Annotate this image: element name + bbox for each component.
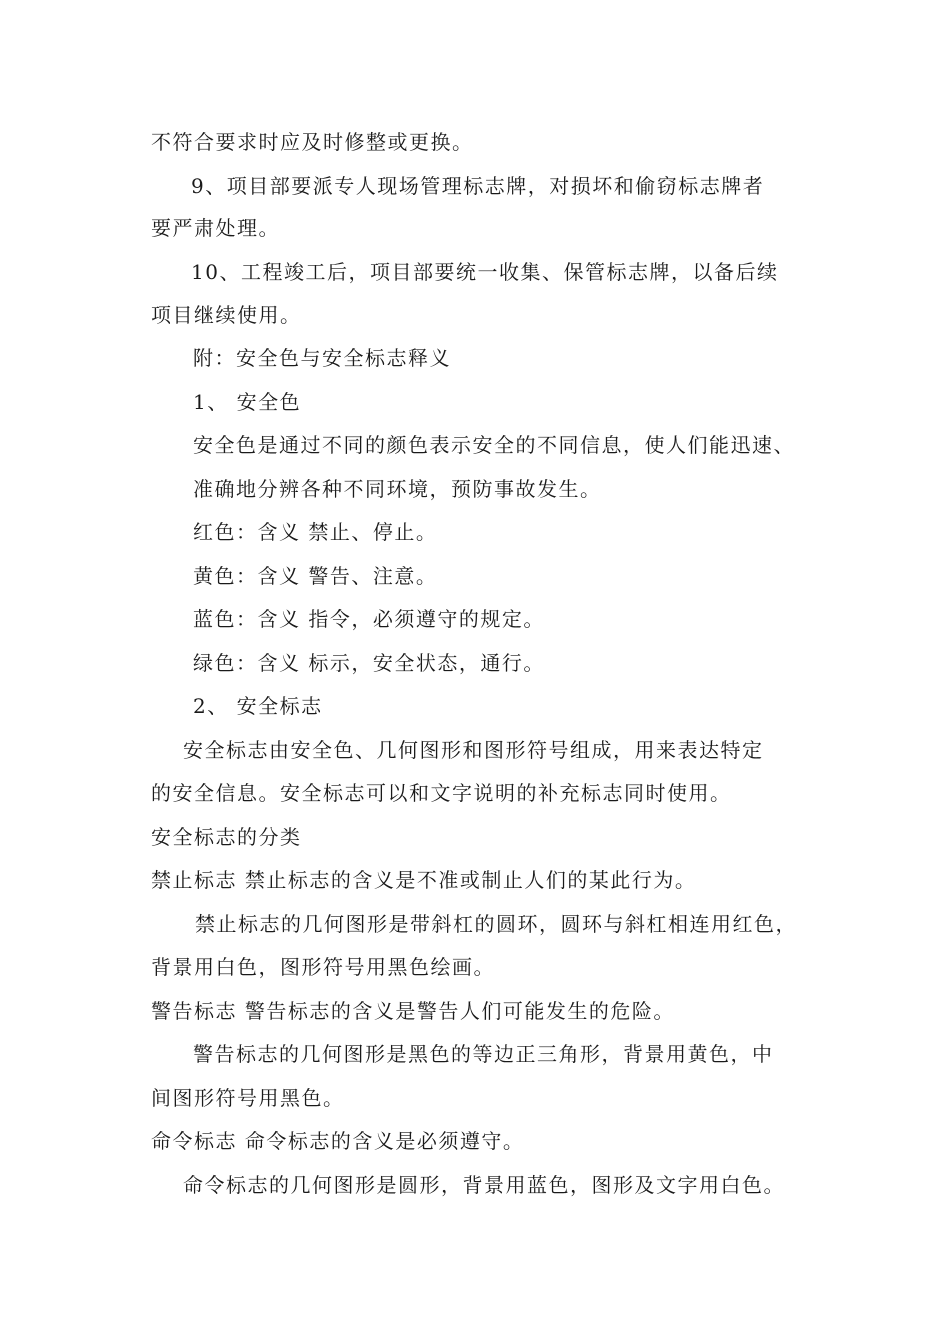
text-line: 背景用白色，图形符号用黑色绘画。 [151,955,495,979]
text-line: 禁止标志 禁止标志的含义是不准或制止人们的某此行为。 [151,868,697,892]
subheading: 安全标志的分类 [151,825,302,849]
text-line: 不符合要求时应及时修整或更换。 [151,130,474,154]
text-line: 项目继续使用。 [151,303,302,327]
text-line: 安全色是通过不同的颜色表示安全的不同信息，使人们能迅速、 [193,433,795,457]
text-line: 警告标志 警告标志的含义是警告人们可能发生的危险。 [151,999,675,1023]
text-line: 禁止标志的几何图形是带斜杠的圆环，圆环与斜杠相连用红色， [195,912,797,936]
text-line: 命令标志 命令标志的含义是必须遵守。 [151,1129,525,1153]
text-line: 间图形符号用黑色。 [151,1086,345,1110]
section-heading: 附：安全色与安全标志释义 [193,346,451,370]
section-heading: 1、 安全色 [193,390,302,414]
text-line: 警告标志的几何图形是黑色的等边正三角形，背景用黄色，中 [193,1042,774,1066]
text-line: 准确地分辨各种不同环境，预防事故发生。 [193,477,602,501]
section-heading: 2、 安全标志 [193,694,323,718]
color-meaning-yellow: 黄色：含义 警告、注意。 [193,564,438,588]
text-line: 要严肃处理。 [151,216,280,240]
color-meaning-green: 绿色：含义 标示，安全状态，通行。 [193,651,545,675]
text-line: 9、项目部要派专人现场管理标志牌，对损坏和偷窃标志牌者 [191,174,765,198]
text-line: 的安全信息。安全标志可以和文字说明的补充标志同时使用。 [151,781,732,805]
color-meaning-red: 红色：含义 禁止、停止。 [193,520,438,544]
color-meaning-blue: 蓝色：含义 指令，必须遵守的规定。 [193,607,545,631]
text-line: 命令标志的几何图形是圆形，背景用蓝色，图形及文字用白色。 [183,1173,785,1197]
text-line: 安全标志由安全色、几何图形和图形符号组成，用来表达特定 [183,738,764,762]
text-line: 10、工程竣工后，项目部要统一收集、保管标志牌，以备后续 [191,260,779,284]
